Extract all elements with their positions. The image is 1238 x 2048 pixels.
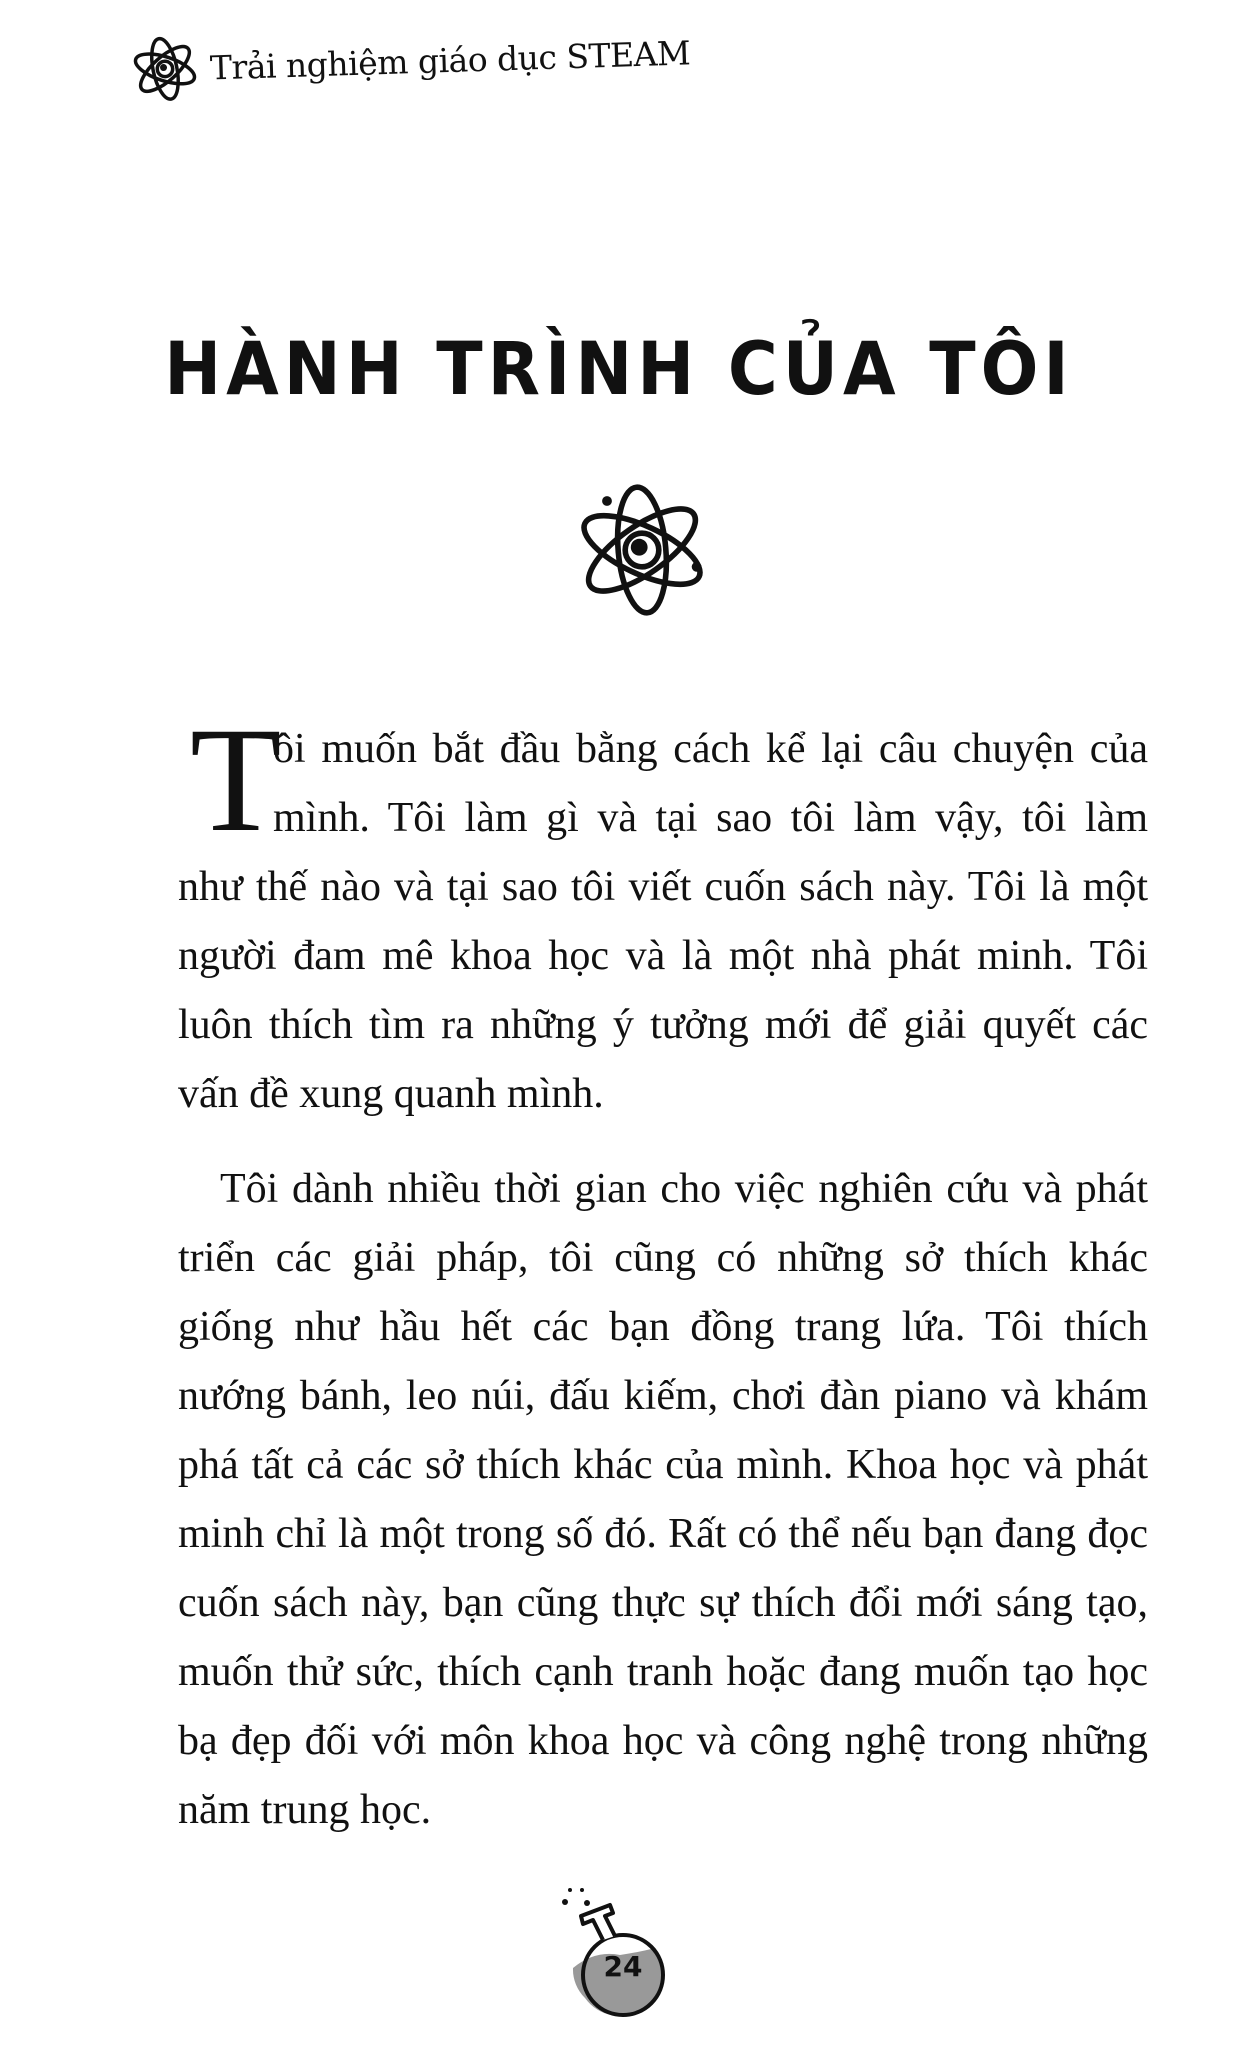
running-header xyxy=(129,17,691,105)
text-line: năm trung học. xyxy=(178,1787,432,1833)
text-line: luôn thích tìm ra những ý tưởng mới để giải quyết các xyxy=(178,1002,1148,1048)
text-line: nướng bánh, leo núi, đấu kiếm, chơi đàn piano và khám xyxy=(178,1373,1148,1419)
text-line: Tôi dành nhiều thời gian cho việc nghiên cứu và phát xyxy=(220,1166,1148,1212)
text-line: giống như hầu hết các bạn đồng trang lứa. Tôi thích xyxy=(178,1304,1148,1350)
paragraph-1 xyxy=(178,715,1148,1129)
text-line: bạ đẹp đối với môn khoa học và công nghệ trong những xyxy=(178,1718,1148,1764)
page-number: 24 xyxy=(603,1950,643,1983)
header-title: Trải nghiệm giáo dục STEAM xyxy=(209,32,691,87)
text-line: người đam mê khoa học và là một nhà phát minh. Tôi xyxy=(178,933,1148,979)
atom-icon xyxy=(129,33,201,105)
text-line: phá tất cả các sở thích khác của mình. Khoa học và phát xyxy=(178,1442,1148,1488)
text-line: vấn đề xung quanh mình. xyxy=(178,1071,604,1117)
atom-icon xyxy=(572,480,712,620)
drop-cap: T xyxy=(190,697,282,863)
text-line: triển các giải pháp, tôi cũng có những sở thích khác xyxy=(178,1235,1148,1281)
chapter-title: HÀNH TRÌNH CỦA TÔI xyxy=(164,326,1074,413)
paragraph-2 xyxy=(178,1155,1148,1845)
text-line: ôi muốn bắt đầu bằng cách kể lại câu chuyện của xyxy=(273,726,1148,772)
text-line: minh chỉ là một trong số đó. Rất có thể nếu bạn đang đọc xyxy=(178,1511,1148,1557)
text-line: muốn thử sức, thích cạnh tranh hoặc đang muốn tạo học xyxy=(178,1649,1148,1695)
text-line: mình. Tôi làm gì và tại sao tôi làm vậy, tôi làm xyxy=(273,795,1148,841)
text-line: như thế nào và tại sao tôi viết cuốn sách này. Tôi là một xyxy=(178,864,1148,910)
text-line: cuốn sách này, bạn cũng thực sự thích đổi mới sáng tạo, xyxy=(178,1580,1148,1626)
